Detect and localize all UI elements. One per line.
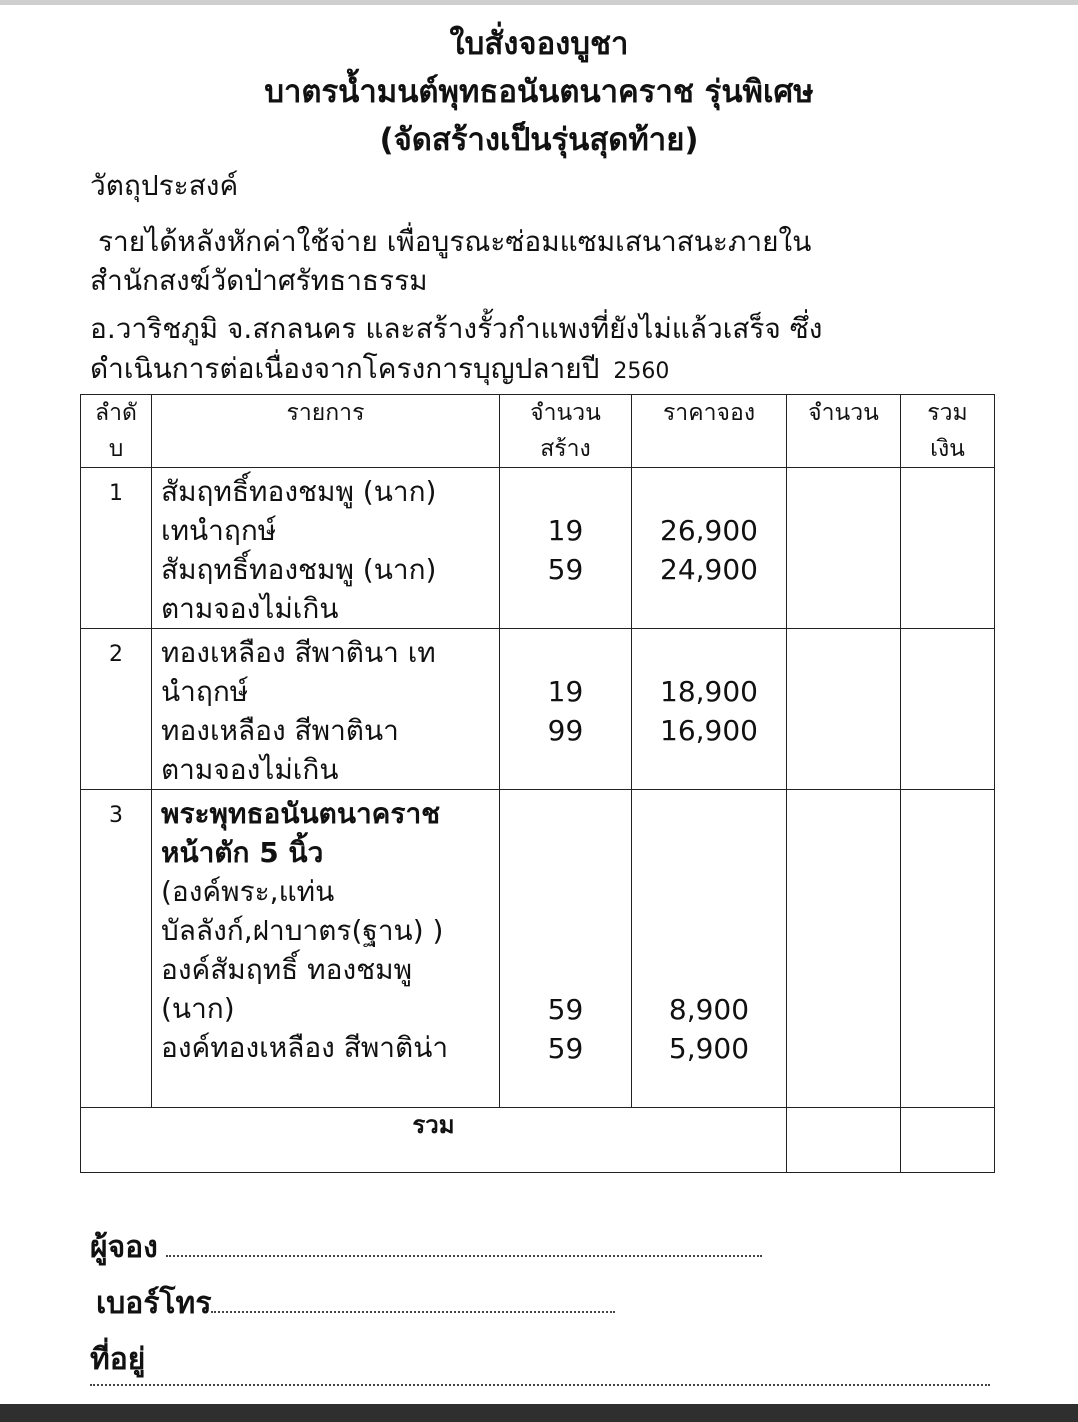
address-dotted-line[interactable] (90, 1384, 990, 1386)
row-made: 59 59 (500, 790, 632, 1108)
bottom-bar (0, 1404, 1078, 1422)
objective-label: วัตถุประสงค์ (90, 169, 239, 202)
sum-total-field[interactable] (901, 1108, 995, 1173)
row-number: 3 (81, 790, 152, 1108)
address-label: ที่อยู่ (90, 1342, 146, 1377)
order-table (80, 394, 995, 1173)
row-total-field[interactable] (901, 629, 995, 790)
header-total: รวม เงิน (901, 395, 995, 468)
row-qty-field[interactable] (787, 468, 901, 629)
row-qty-field[interactable] (787, 629, 901, 790)
orderer-label: ผู้จอง (90, 1230, 158, 1265)
row-price: 26,900 24,900 (632, 468, 787, 629)
row-price: 18,900 16,900 (632, 629, 787, 790)
row-qty-field[interactable] (787, 790, 901, 1108)
sum-qty-field[interactable] (787, 1108, 901, 1173)
table-row (81, 629, 995, 790)
table-row (81, 468, 995, 629)
row-number: 2 (81, 629, 152, 790)
row-number: 1 (81, 468, 152, 629)
row-item: ทองเหลือง สีพาตินา เท นำฤกษ์ ทองเหลือง สีพาตินา ตามจองไม่เกิน (152, 629, 500, 790)
objective-line-2: สำนักสงฆ์วัดป่าศรัทธาธรรม (90, 264, 428, 297)
row-item: สัมฤทธิ์ทองชมพู (นาก) เทนำฤกษ์ สัมฤทธิ์ทองชมพู (นาก) ตามจองไม่เกิน (152, 468, 500, 629)
objective-line-1: รายได้หลังหักค่าใช้จ่าย เพื่อบูรณะซ่อมแซมเสนาสนะภายใน (98, 225, 812, 258)
row-price: 8,900 5,900 (632, 790, 787, 1108)
objective-year: 2560 (613, 359, 670, 384)
top-border (0, 0, 1078, 5)
row-made: 19 59 (500, 468, 632, 629)
table-row (81, 790, 995, 1108)
header-qty: จำนวน (787, 395, 901, 468)
table-header-row (81, 395, 995, 468)
orderer-field[interactable] (90, 1228, 762, 1268)
row-item: พระพุทธอนันตนาคราช หน้าตัก 5 นิ้ว (องค์พระ,แท่น บัลลังก์,ฝาบาตร(ฐาน) ) องค์สัมฤทธิ์ ทองชมพู (นาก) องค์ทองเหลือง สีพาติน่า (152, 790, 500, 1108)
document-subtitle: บาตรน้ำมนต์พุทธอนันตนาคราช รุ่นพิเศษ (264, 74, 814, 110)
header-made: จำนวน สร้าง (500, 395, 632, 468)
objective-line-4 (90, 349, 669, 392)
row-total-field[interactable] (901, 468, 995, 629)
objective-line-3: อ.วาริชภูมิ จ.สกลนคร และสร้างรั้วกำแพงที่ยังไม่แล้วเสร็จ ซึ่ง (90, 312, 823, 345)
row-made: 19 99 (500, 629, 632, 790)
document-title: ใบสั่งจองบูชา (449, 26, 629, 62)
sum-row (81, 1108, 995, 1173)
header-price: ราคาจอง (632, 395, 787, 468)
header-item: รายการ (152, 395, 500, 468)
phone-label: เบอร์โทร (96, 1286, 212, 1321)
sum-label: รวม (81, 1108, 787, 1173)
document-note: (จัดสร้างเป็นรุ่นสุดท้าย) (379, 122, 699, 158)
objective-line-4-text: ดำเนินการต่อเนื่องจากโครงการบุญปลายปี (90, 352, 600, 385)
phone-field[interactable] (96, 1284, 615, 1324)
phone-dotted-line[interactable] (211, 1291, 615, 1313)
header-no: ลำดั บ (81, 395, 152, 468)
orderer-dotted-line[interactable] (166, 1235, 762, 1257)
row-total-field[interactable] (901, 790, 995, 1108)
